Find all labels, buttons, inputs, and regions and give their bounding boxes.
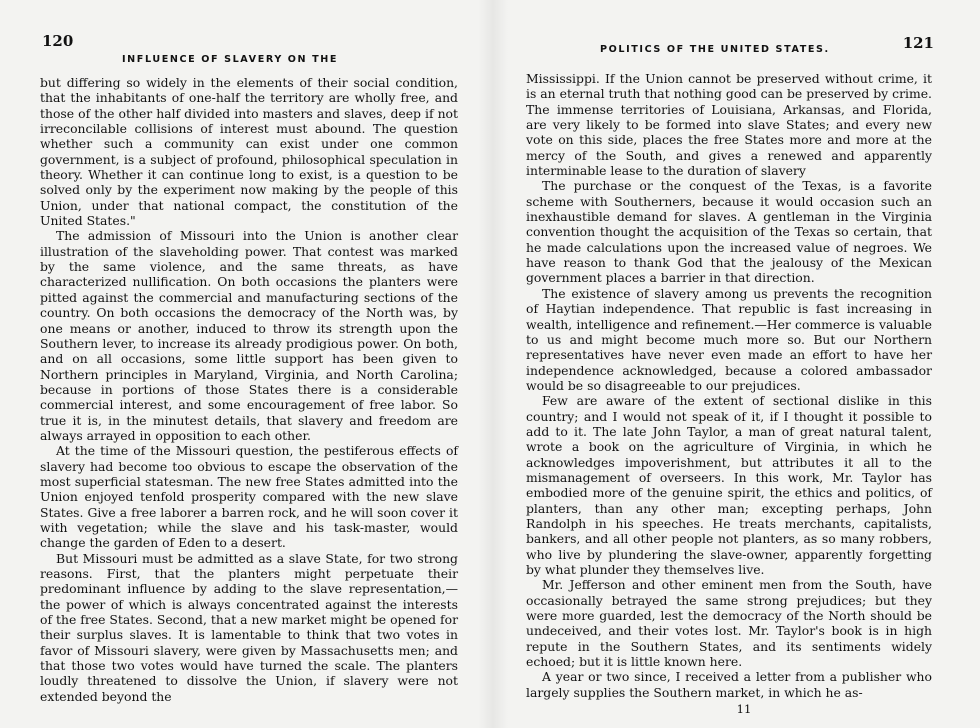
page-number: 120 [42, 32, 74, 50]
left-page-header [40, 32, 458, 65]
paragraph: But Missouri must be admitted as a slave State, for two strong reasons. First, that the planters might perpetuate their predominant influence by adding to the slave representation,—the power of which is always concentrated against the interests of the free States. Second, that a new market might be opened for their surplus slaves. It is lamentable to think that two votes in favor of Missouri slavery, were given by Massachusetts men; and that those two votes would have turned the scale. The planters loudly threatened to dissolve the Union, if slavery were not extended beyond the [40, 550, 458, 704]
paragraph: The existence of slavery among us prevents the recognition of Haytian independence. That republic is fast increasing in wealth, intelligence and refinement.—Her commerce is valuable to us and might become much more so. But our Northern representatives have never even made an effort to have her independence acknowledged, because a colored ambassador would be so disagreeable to our prejudices. [526, 285, 932, 393]
book-gutter [478, 0, 508, 728]
paragraph: but differing so widely in the elements of their social condition, that the inhabitants of one-half the territory are wholly free, and those of the other half divided into masters and slaves, deep if not irreconcilable collisions of interest must abound. The question whether such a community can exist under one common government, is a subject of profound, philosophical speculation in theory. Whether it can continue long to exist, is a question to be solved only by the experiment now making by the people of this Union, under that national compact, the constitution of the United States." [40, 75, 458, 229]
right-page-body [526, 54, 932, 717]
right-page [526, 34, 932, 717]
paragraph: The purchase or the conquest of the Texas, is a favorite scheme with Southerners, because it would occasion such an inexhaustible demand for slaves. A gentleman in the Virginia convention thought the acquisition of the Texas so certain, that he made calculations upon the increased value of negroes. We have reason to thank God that the jealousy of the Mexican government places a barrier in that direction. [526, 178, 932, 286]
paragraph: Mr. Jefferson and other eminent men from the South, have occasionally betrayed the same strong prejudices; but they were more guarded, lest the democracy of the North should be undeceived, and their votes lost. Mr. Taylor's book is in high repute in the Southern States, and its sentiments widely echoed; but it is little known here. [526, 577, 932, 670]
paragraph: At the time of the Missouri question, the pestiferous effects of slavery had become too obvious to escape the observation of the most superficial statesman. The new free States admitted into the Union enjoyed tenfold prosperity compared with the new slave States. Give a free laborer a barren rock, and he will soon cover it with vegetation; while the slave and his task-master, would change the garden of Eden to a desert. [40, 443, 458, 551]
paragraph: A year or two since, I received a letter from a publisher who largely supplies the Southern market, in which he as- [526, 669, 932, 700]
paragraph: Few are aware of the extent of sectional dislike in this country; and I would not speak of it, if I thought it possible to add to it. The late John Taylor, a man of great natural talent, wrote a book on the agriculture of Virginia, in which he acknowledges impoverishment, but attributes it all to the mismanagement of overseers. In this work, Mr. Taylor has embodied more of the genuine spirit, the ethics and politics, of planters, than any other man; excepting perhaps, John Randolph in his speeches. He treats merchants, capitalists, bankers, and all other people not planters, as so many robbers, who live by plundering the slave-owner, apparently forgetting by what plunder they themselves live. [526, 393, 932, 577]
page-number: 121 [902, 34, 934, 52]
running-head: POLITICS OF THE UNITED STATES. [600, 44, 830, 55]
paragraph: Mississippi. If the Union cannot be preserved without crime, it is an eternal truth that nothing good can be preserved by crime. The immense territories of Louisiana, Arkansas, and Florida, are very likely to be formed into slave States; and every new vote on this side, places the free States more and more at the mercy of the South, and gives a renewed and apparently interminable lease to the duration of slavery [526, 71, 932, 179]
paragraph: The admission of Missouri into the Union is another clear illustration of the slaveholding power. That contest was marked by the same violence, and the same threats, as have characterized nullification. On both occasions the planters were pitted against the commercial and manufacturing sections of the country. On both occasions the democracy of the North was, by one means or another, induced to throw its strength upon the Southern lever, to increase its already prodigious power. On both, and on all occasions, some little support has been given to Northern principles in Maryland, Virginia, and North Carolina; because in portions of those States there is a considerable commercial interest, and some encouragement of free labor. So true it is, in the minutest details, that slavery and freedom are always arrayed in opposition to each other. [40, 228, 458, 443]
left-page [40, 34, 458, 704]
running-head: INFLUENCE OF SLAVERY ON THE [122, 54, 339, 65]
right-page-header [526, 34, 932, 54]
left-page-body [40, 54, 458, 704]
signature-mark: 11 [736, 702, 752, 717]
